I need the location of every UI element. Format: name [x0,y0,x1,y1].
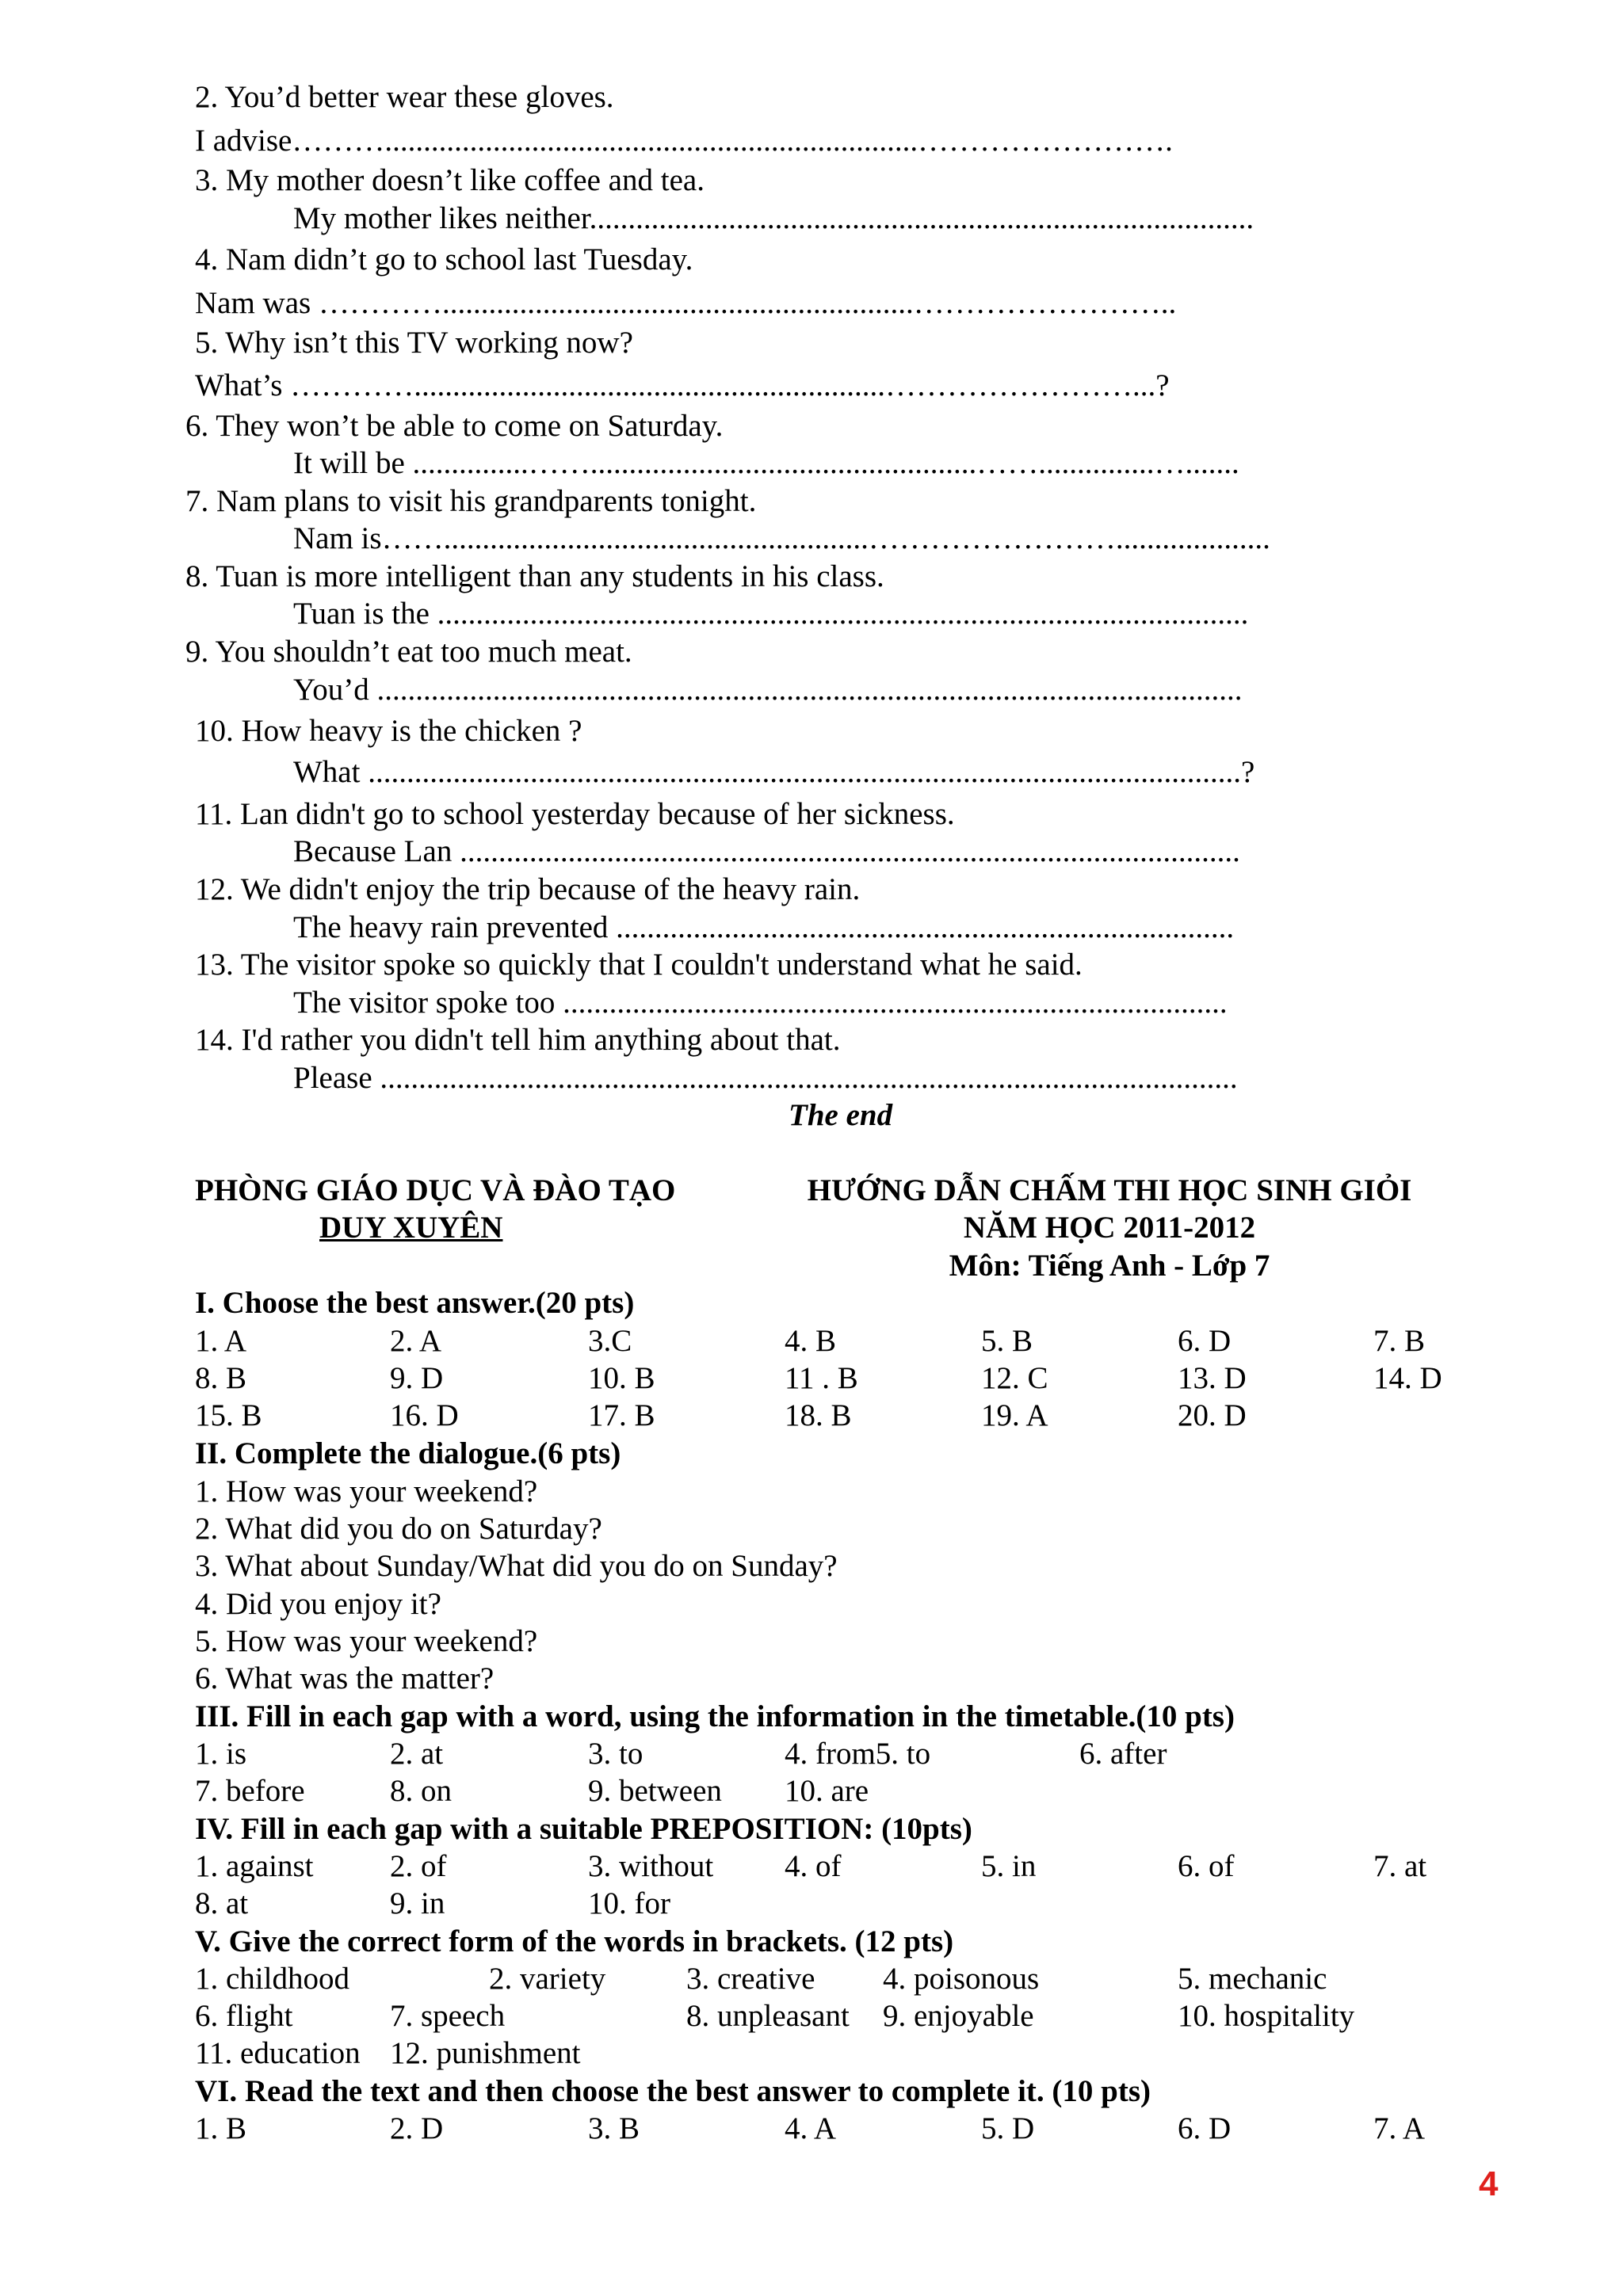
q11-prompt: 11. Lan didn't go to school yesterday because of her sickness. [195,797,955,831]
q14-prompt: 14. I'd rather you didn't tell him anything about that. [195,1023,841,1057]
q12-answer-line: The heavy rain prevented ................................................................................ [293,910,1235,944]
q6-prompt: 6. They won’t be able to come on Saturday. [185,409,724,443]
answer-cell: 5. mechanic [1178,1962,1327,1996]
answer-cell: 3. to [588,1737,643,1771]
answer-cell: 7. B [1373,1324,1426,1358]
answer-cell: 6. flight [195,1999,293,2033]
answer-cell: 2. at [390,1737,444,1771]
answer-cell: 6. after [1079,1737,1167,1771]
q6-answer-line: It will be ...............……..................................................……...............…....... [293,446,1239,480]
q2-prompt: 2. You’d better wear these gloves. [195,80,614,114]
dialogue-answer: 5. How was your weekend? [195,1624,538,1658]
q12-prompt: 12. We didn't enjoy the trip because of the heavy rain. [195,872,861,906]
department-name: PHÒNG GIÁO DỤC VÀ ĐÀO TẠO [195,1173,676,1207]
the-end-label: The end [789,1098,893,1132]
section-4-row-1 [0,1848,1623,1885]
answer-cell: 1. is [195,1737,247,1771]
school-year: NĂM HỌC 2011-2012 [963,1211,1256,1245]
answer-cell: 3.C [588,1324,632,1358]
q5-answer-line: What’s ………….............................................................……………………...? [195,368,1170,402]
answer-cell: 5. D [981,2111,1035,2145]
section-2-title: II. Complete the dialogue.(6 pts) [195,1436,621,1470]
answer-cell: 2. of [390,1849,447,1883]
answer-cell: 12. punishment [390,2036,581,2070]
answer-cell: 10. for [588,1886,670,1920]
answer-cell: 2. variety [489,1962,606,1996]
section-1-row-3 [0,1398,1623,1434]
answer-cell: 14. D [1373,1361,1442,1395]
section-5-title: V. Give the correct form of the words in brackets. (12 pts) [195,1924,954,1958]
section-3-title: III. Fill in each gap with a word, using the information in the timetable.(10 pts) [195,1699,1235,1733]
section-1-title: I. Choose the best answer.(20 pts) [195,1286,635,1320]
answer-cell: 10. hospitality [1178,1999,1355,2033]
q14-answer-line: Please ............................................................................................................... [293,1061,1238,1095]
q10-answer-line: What .................................................................................................................? [293,755,1255,789]
q8-answer-line: Tuan is the ......................................................................................................... [293,597,1249,631]
answer-cell: 4. from5. to [785,1737,931,1771]
answer-cell: 12. C [981,1361,1048,1395]
answer-cell: 4. A [785,2111,837,2145]
answer-cell: 6. D [1178,1324,1232,1358]
answer-cell: 19. A [981,1398,1048,1432]
section-6-row-1 [0,2111,1623,2147]
answer-cell: 1. childhood [195,1962,349,1996]
q11-answer-line: Because Lan ..................................................................................................... [293,834,1240,868]
q10-prompt: 10. How heavy is the chicken ? [195,714,582,748]
q7-answer-line: Nam is…….......................................................…………………….................... [293,521,1270,555]
answer-cell: 2. D [390,2111,444,2145]
section-6-title: VI. Read the text and then choose the best answer to complete it. (10 pts) [195,2074,1151,2108]
q2-answer-line: I advise……….....................................................................……………………. [195,124,1173,158]
q3-answer-line: My mother likes neither...................................................................................... [293,201,1254,235]
answer-cell: 2. A [390,1324,442,1358]
q4-answer-line: Nam was ………….............................................................…………………….. [195,286,1177,320]
q9-prompt: 9. You shouldn’t eat too much meat. [185,635,632,669]
answer-cell: 6. of [1178,1849,1235,1883]
answer-cell: 8. B [195,1361,247,1395]
answer-cell: 9. enjoyable [883,1999,1034,2033]
answer-cell: 4. of [785,1849,842,1883]
answer-cell: 7. speech [390,1999,506,2033]
answer-cell: 10. are [785,1774,869,1808]
guide-title: HƯỚNG DẪN CHẤM THI HỌC SINH GIỎI [807,1173,1412,1207]
q13-answer-line: The visitor spoke too ...................................................................................... [293,986,1228,1020]
section-3-row-1 [0,1736,1623,1772]
section-5-row-3 [0,2035,1623,2072]
answer-cell: 3. without [588,1849,714,1883]
answer-cell: 20. D [1178,1398,1247,1432]
answer-cell: 8. on [390,1774,452,1808]
q3-prompt: 3. My mother doesn’t like coffee and tea. [195,163,705,197]
section-1-row-1 [0,1323,1623,1360]
answer-cell: 16. D [390,1398,459,1432]
answer-cell: 17. B [588,1398,655,1432]
answer-cell: 18. B [785,1398,852,1432]
answer-cell: 4. B [785,1324,837,1358]
section-1-row-2 [0,1360,1623,1397]
dialogue-answer: 2. What did you do on Saturday? [195,1512,602,1546]
section-5-row-1 [0,1961,1623,1997]
q13-prompt: 13. The visitor spoke so quickly that I couldn't understand what he said. [195,948,1083,982]
answer-cell: 7. A [1373,2111,1426,2145]
district-name: DUY XUYÊN [319,1211,503,1245]
answer-cell: 10. B [588,1361,655,1395]
q8-prompt: 8. Tuan is more intelligent than any students in his class. [185,559,884,593]
dialogue-answer: 3. What about Sunday/What did you do on Sunday? [195,1549,838,1583]
answer-cell: 9. in [390,1886,445,1920]
answer-cell: 11. education [195,2036,361,2070]
dialogue-answer: 1. How was your weekend? [195,1474,538,1508]
section-3-row-2 [0,1773,1623,1810]
answer-cell: 8. unpleasant [686,1999,850,2033]
answer-cell: 15. B [195,1398,262,1432]
section-4-title: IV. Fill in each gap with a suitable PREPOSITION: (10pts) [195,1812,972,1846]
dialogue-answer: 4. Did you enjoy it? [195,1587,441,1621]
q7-prompt: 7. Nam plans to visit his grandparents tonight. [185,484,757,518]
answer-cell: 1. against [195,1849,314,1883]
answer-cell: 3. B [588,2111,640,2145]
answer-cell: 1. B [195,2111,247,2145]
answer-cell: 5. B [981,1324,1033,1358]
answer-cell: 6. D [1178,2111,1232,2145]
subject-grade: Môn: Tiếng Anh - Lớp 7 [949,1249,1270,1283]
section-5-row-2 [0,1998,1623,2035]
answer-cell: 3. creative [686,1962,815,1996]
answer-cell: 9. between [588,1774,722,1808]
answer-cell: 1. A [195,1324,247,1358]
dialogue-answer: 6. What was the matter? [195,1661,495,1695]
section-4-row-2 [0,1886,1623,1922]
answer-cell: 7. before [195,1774,305,1808]
page-number: 4 [1479,2164,1499,2203]
q9-answer-line: You’d ................................................................................................................ [293,673,1243,707]
q4-prompt: 4. Nam didn’t go to school last Tuesday. [195,242,693,277]
answer-cell: 5. in [981,1849,1037,1883]
answer-cell: 4. poisonous [883,1962,1040,1996]
answer-cell: 7. at [1373,1849,1427,1883]
answer-cell: 13. D [1178,1361,1247,1395]
answer-cell: 11 . B [785,1361,858,1395]
answer-cell: 9. D [390,1361,444,1395]
q5-prompt: 5. Why isn’t this TV working now? [195,326,633,360]
answer-cell: 8. at [195,1886,249,1920]
